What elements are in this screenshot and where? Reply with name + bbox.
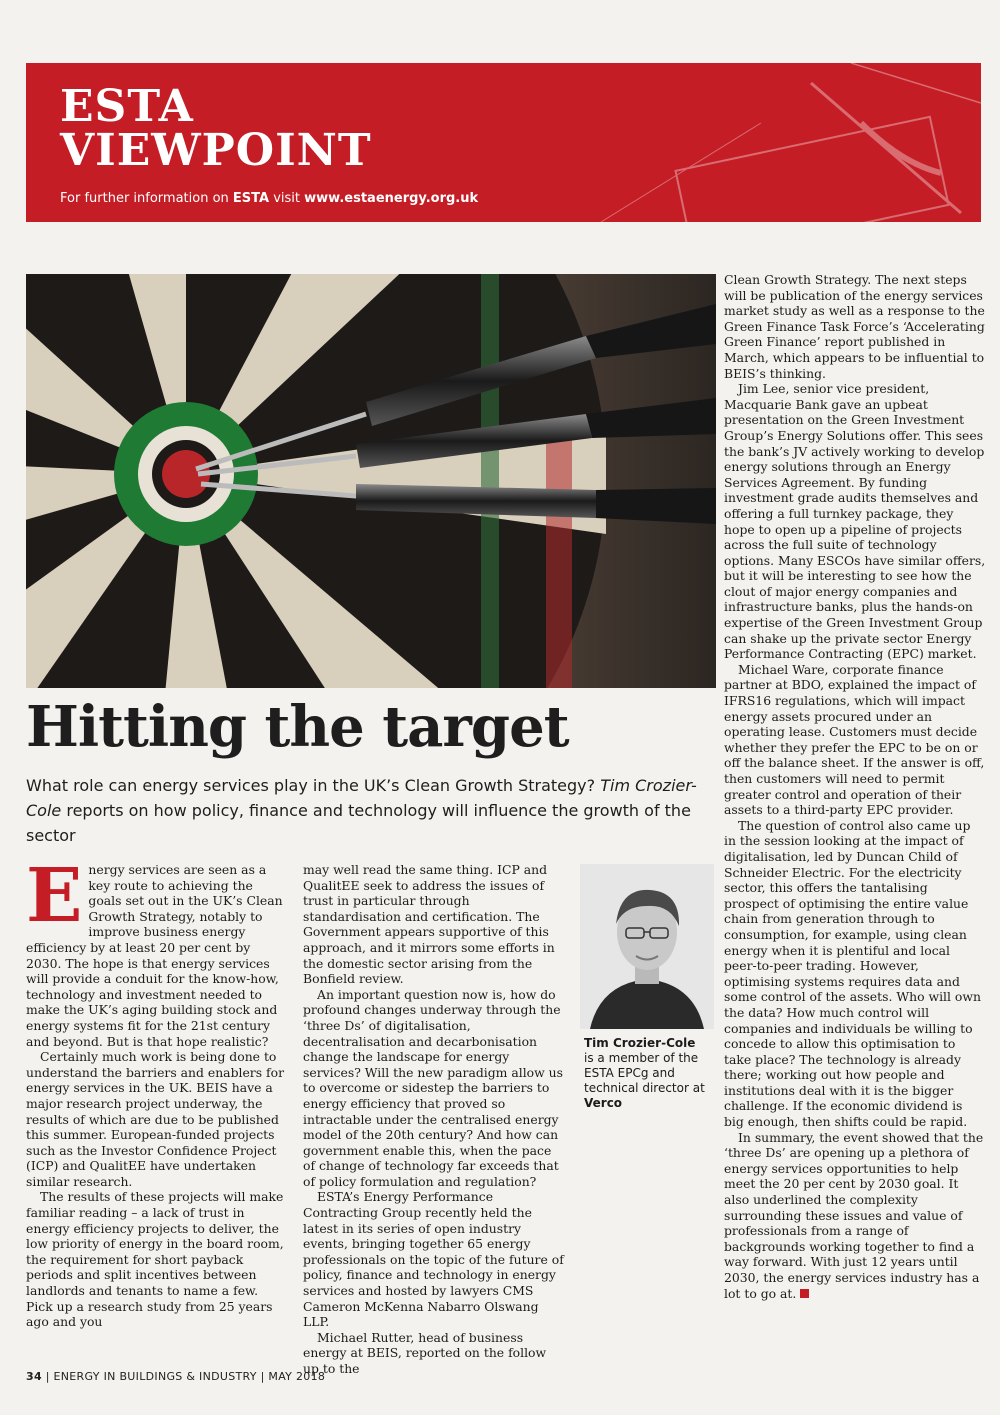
article-column-2 bbox=[303, 862, 565, 1377]
dartboard-illustration bbox=[26, 274, 716, 688]
caption-author-name: Tim Crozier-Cole bbox=[584, 1036, 696, 1050]
col3-p5-text: In summary, the event showed that the ‘three Ds’ are opening up a plethora of energy services opportunities to help meet the 20 per cent by 2030 goal. It also underlined the complexity surrounding these issues and value of professionals from a range of backgrounds working together to find a way forward. With just 12 years until 2030, the energy services industry has a lot to go at. bbox=[724, 1129, 984, 1301]
caption-company: Verco bbox=[584, 1096, 623, 1110]
banner-sub-org: ESTA bbox=[232, 191, 270, 206]
esta-viewpoint-banner bbox=[26, 63, 981, 222]
col1-paragraph-3: The results of these projects will make familiar reading – a lack of trust in energy efficiency projects to deliver, the low priority of energy in the board room, the requirement for short payback periods and split incentives between landlords and tenants to name a few. Pick up a research study from 25 years ago and you bbox=[26, 1189, 284, 1330]
col2-paragraph-4: Michael Rutter, head of business energy at BEIS, reported on the follow up to the bbox=[303, 1329, 547, 1376]
banner-title-line1: ESTA bbox=[60, 81, 194, 132]
page-footer bbox=[26, 1370, 325, 1383]
col1-paragraph-1 bbox=[26, 853, 288, 1049]
end-of-article-mark bbox=[800, 1289, 809, 1298]
col3-paragraph-2: Jim Lee, senior vice president, Macquarie Bank gave an upbeat presentation on the Green Investment Group’s Energy Solutions offer. This sees the bank’s JV actively working to develop energy solutions through an Energy Services Agreement. By funding investment grade audits themselves and offering a full turnkey package, they hope to open up a pipeline of projects across the full suite of technology options. Many ESCOs have similar offers, but it will be interesting to see how the clout of major energy companies and infrastructure banks, plus the hands-on expertise of the Green Investment Group can shake up the private sector Energy Performance Contracting (EPC) market. bbox=[724, 381, 986, 662]
banner-sketch-image bbox=[561, 63, 981, 222]
banner-title-line2: VIEWPOINT bbox=[60, 125, 372, 176]
col1-p1-text: nergy services are seen as a key route to achieving the goals set out in the UK’s Clean Growth Strategy, notably to improve business energy efficiency by at least 20 per cent by 2030. The hope is that energy services will provide a conduit for the know-how, technology and investment needed to make the UK’s aging building stock and energy systems fit for the 21st century and beyond. But is that hope realistic? bbox=[26, 862, 283, 1049]
article-column-3 bbox=[724, 272, 986, 1301]
col3-paragraph-1: Clean Growth Strategy. The next steps will be publication of the energy services market study as well as a response to the Green Finance Task Force’s ‘Accelerating Green Finance’ report published in March, which appears to be influential to BEIS’s thinking. bbox=[724, 272, 985, 381]
author-portrait bbox=[580, 864, 714, 1029]
col3-paragraph-4: The question of control also came up in the session looking at the impact of digitalisation, led by Duncan Child of Schneider Electric. For the electricity sector, this offers the tantalising prospect of optimising the entire value chain from generation through to consumption, for example, using clean energy when it is plentiful and local peer-to-peer trading. However, optimising systems requires data and some control of the assets. Who will own the data? How much control will companies and individuals be willing to concede to allow this optimisation to take place? The technology is already there; working out how people and institutions deal with it is the bigger challenge. If the economic dividend is big enough, then shifts could be rapid. bbox=[724, 817, 981, 1130]
col3-paragraph-3: Michael Ware, corporate finance partner at BDO, explained the impact of IFRS16 regulations, which will impact energy assets procured under an operating lease. Customers must decide whether they prefer the EPC to be on or off the balance sheet. If the answer is off, then customers will need to permit greater control and operation of their assets to a third-party EPC provider. bbox=[724, 661, 985, 818]
article-column-1 bbox=[26, 853, 288, 1330]
col3-paragraph-5 bbox=[724, 1130, 986, 1302]
author-portrait-illustration bbox=[580, 864, 714, 1029]
standfirst-question: What role can energy services play in the UK’s Clean Growth Strategy? bbox=[26, 776, 596, 795]
col1-paragraph-2: Certainly much work is being done to understand the barriers and enablers for energy services in the UK. BEIS have a major research project underway, the results of which are due to be published this summer. European-funded projects such as the Investor Confidence Project (ICP) and QualitEE have undertaken similar research. bbox=[26, 1049, 284, 1189]
caption-text: is a member of the ESTA EPCg and technical director at bbox=[584, 1051, 705, 1095]
standfirst-rest: reports on how policy, finance and technology will influence the growth of the sector bbox=[26, 801, 691, 845]
standfirst-author: Tim Crozier-Cole bbox=[26, 776, 697, 820]
col2-paragraph-2: An important question now is, how do profound changes underway through the ‘three Ds’ of digitalisation, decentralisation and decarbonisation change the landscape for energy services? Will the new paradigm allow us to overcome or sidestep the barriers to energy efficiency that proved so intractable under the centralised energy model of the 20th century? And how can government enable this, when the pace of change of technology far exceeds that of policy formulation and regulation? bbox=[303, 986, 564, 1189]
dartboard-photo bbox=[26, 274, 716, 688]
col2-paragraph-3: ESTA’s Energy Performance Contracting Group recently held the latest in its series of open industry events, bringing together 65 energy professionals on the topic of the future of policy, finance and technology in energy services and hosted by lawyers CMS Cameron McKenna Nabarro Olswang LLP. bbox=[303, 1189, 564, 1330]
banner-url-link[interactable]: www.estaenergy.org.uk bbox=[304, 191, 479, 206]
banner-sub-mid: visit bbox=[269, 191, 305, 206]
banner-title bbox=[60, 81, 372, 176]
footer-publication: | ENERGY IN BUILDINGS & INDUSTRY | MAY 2018 bbox=[41, 1370, 326, 1383]
article-headline: Hitting the target bbox=[26, 694, 569, 760]
page-number: 34 bbox=[26, 1370, 42, 1383]
drop-cap: E bbox=[26, 853, 83, 939]
article-standfirst bbox=[26, 773, 706, 848]
author-caption bbox=[584, 1036, 716, 1111]
banner-sub-prefix: For further information on bbox=[60, 191, 233, 206]
col2-paragraph-1: may well read the same thing. ICP and QualitEE seek to address the issues of trust in particular through standardisation and certification. The Government appears supportive of this approach, and it mirrors some efforts in the domestic sector arising from the Bonfield review. bbox=[303, 862, 555, 987]
banner-subtitle bbox=[60, 191, 478, 206]
